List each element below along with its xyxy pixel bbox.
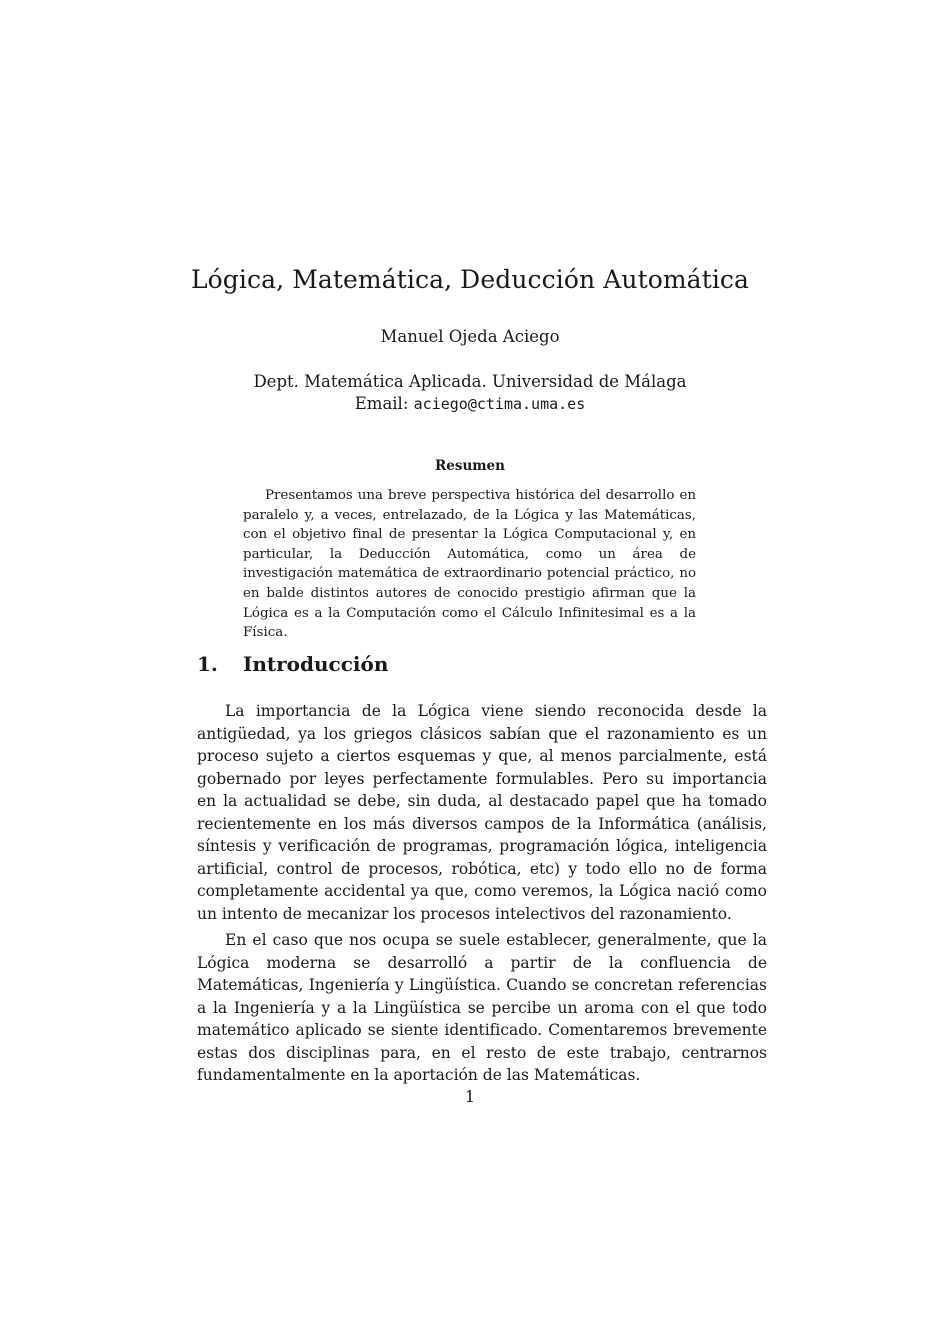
section-body: [197, 700, 767, 1087]
affiliation: Dept. Matemática Aplicada. Universidad de Málaga: [253, 372, 687, 391]
paper-title: Lógica, Matemática, Deducción Automática: [190, 265, 750, 294]
affiliation-block: [0, 371, 940, 415]
email-label: Email:: [354, 394, 409, 413]
body-paragraph: La importancia de la Lógica viene siendo reconocida desde la antigüedad, ya los griegos clásicos sabían que el razonamiento es un proceso sujeto a ciertos esquemas y que, al menos parcialmente, está gobernado por leyes perfectamente formulables. Pero su importancia en la actualidad se debe, sin duda, al destacado papel que ha tomado recientemente en los más diversos campos de la Informática (análisis, síntesis y verificación de programas, programación lógica, inteligencia artificial, control de procesos, robótica, etc) y todo ello no de forma completamente accidental ya que, como veremos, la Lógica nació como un intento de mecanizar los procesos intelectivos del razonamiento.: [197, 702, 767, 923]
section-title: Introducción: [243, 652, 389, 676]
email-address: aciego@ctima.uma.es: [413, 395, 586, 413]
email-line: [0, 393, 940, 415]
section-heading: [197, 652, 767, 676]
body-paragraph: En el caso que nos ocupa se suele establecer, generalmente, que la Lógica moderna se desarrolló a partir de la confluencia de Matemáticas, Ingeniería y Lingüística. Cuando se concretan referencias a la Ingeniería y a la Lingüística se percibe un aroma con el que todo matemático aplicado se siente identificado. Comentaremos brevemente estas dos disciplinas para, en el resto de este trabajo, centrarnos fundamentalmente en la aportación de las Matemáticas.: [197, 931, 767, 1084]
author-name: Manuel Ojeda Aciego: [380, 327, 560, 346]
section-number: 1.: [197, 652, 218, 676]
abstract-heading: Resumen: [435, 458, 505, 474]
abstract-text: Presentamos una breve perspectiva histórica del desarrollo en paralelo y, a veces, entrelazado, de la Lógica y las Matemáticas, con el objetivo final de presentar la Lógica Computacional y, en particular, la Deducción Automática, como un área de investigación matemática de extraordinario potencial práctico, no en balde distintos autores de conocido prestigio afirman que la Lógica es a la Computación como el Cálculo Infinitesimal es a la Física.: [243, 488, 696, 641]
page-number: 1: [464, 1087, 476, 1106]
